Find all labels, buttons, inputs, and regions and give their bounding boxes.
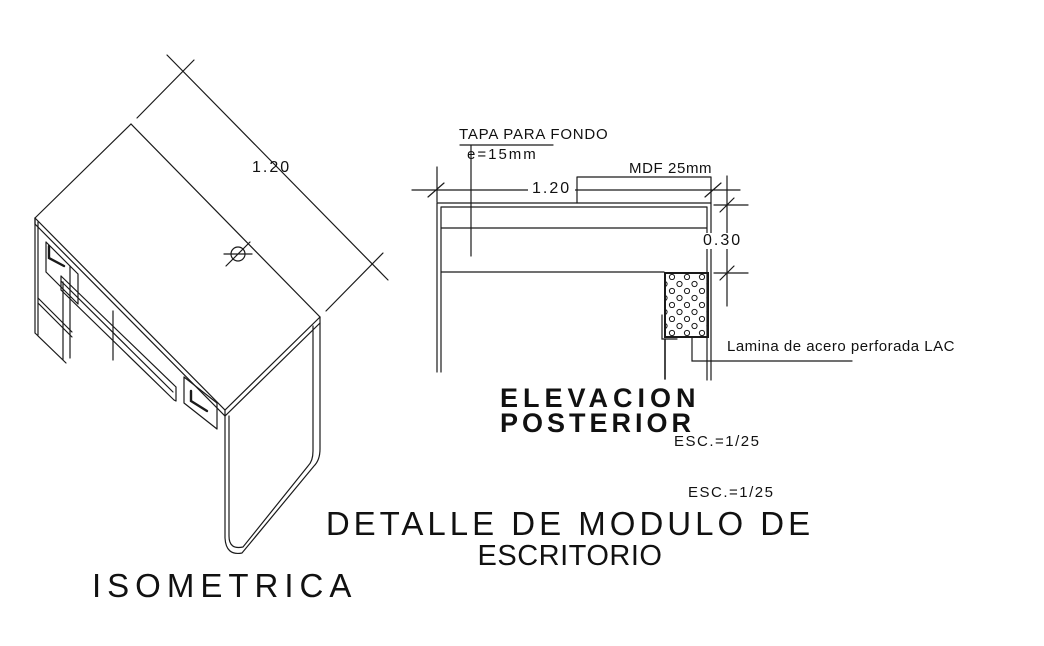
note-top-cover: TAPA PARA FONDO [459, 126, 609, 143]
elev-dim-height-label: 0.30 [699, 233, 746, 249]
drawer-handle [49, 246, 64, 266]
elevation-scale: ESC.=1/25 [674, 433, 761, 450]
isometric-view [35, 55, 388, 553]
elevation-title-line1: ELEVACION [500, 383, 701, 413]
open-shelf-edge [38, 298, 72, 337]
note-thickness: e=15mm [467, 146, 538, 163]
main-title-line2: ESCRITORIO [477, 540, 663, 572]
elevation-title-line2: POSTERIOR [500, 408, 696, 438]
main-title-scale: ESC.=1/25 [688, 484, 775, 501]
main-title-line1: DETALLE DE MODULO DE [325, 505, 815, 542]
iso-dim-width-label: 1.20 [252, 159, 292, 176]
perforated-panel [665, 273, 708, 337]
note-material: MDF 25mm [629, 160, 713, 177]
front-drawer-handle [191, 391, 207, 411]
note-perforated-sheet: Lamina de acero perforada LAC [727, 338, 955, 355]
elev-dim-width-label: 1.20 [528, 181, 575, 197]
iso-view-title: ISOMETRICA [92, 567, 358, 604]
